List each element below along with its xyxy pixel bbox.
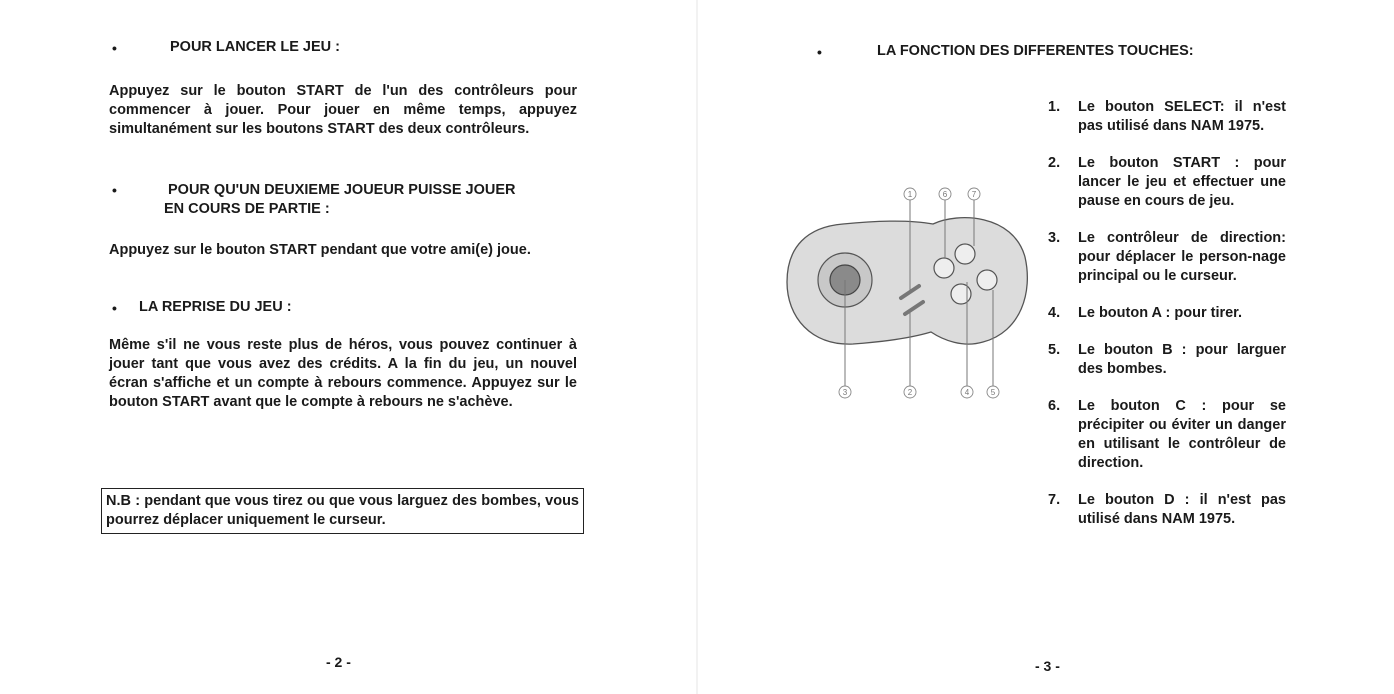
section-heading-keys: LA FONCTION DES DIFFERENTES TOUCHES: [877,43,1194,59]
callout-label-5: 5 [990,388,996,397]
list-item: 1. Le bouton SELECT: il n'est pas utilisé dans NAM 1975. [1048,99,1286,134]
list-item-text: Le bouton SELECT: il n'est pas utilisé dans NAM 1975. [1078,99,1286,134]
list-item-text: Le bouton D : il n'est pas utilisé dans NAM 1975. [1078,492,1286,527]
bullet-icon: • [112,40,117,56]
key-function-list [1040,98,1286,529]
bullet-icon: • [112,182,117,198]
section-heading-start: POUR LANCER LE JEU : [170,39,340,55]
callout-label-1: 1 [907,190,913,199]
button-a [934,258,954,278]
list-item-text: Le bouton B : pour larguer des bombes. [1078,342,1286,377]
callout-label-6: 6 [942,190,948,199]
list-item-text: Le bouton START : pour lancer le jeu et effectuer une pause en cours de jeu. [1078,155,1286,209]
bullet-icon: • [112,300,117,316]
section-heading-second-player-line1: POUR QU'UN DEUXIEME JOUEUR PUISSE JOUER [168,182,516,198]
list-item: 4. Le bouton A : pour tirer. [1048,305,1243,321]
note-box: N.B : pendant que vous tirez ou que vous larguez des bombes, vous pourrez déplacer uniquement le curseur. [101,488,584,534]
page-number-right: - 3 - [1035,658,1060,674]
page-number-left: - 2 - [326,654,351,670]
callout-label-2: 2 [907,388,913,397]
button-c [951,284,971,304]
section-text-second-player: Appuyez sur le bouton START pendant que votre ami(e) joue. [109,242,531,258]
section-heading-second-player-line2: EN COURS DE PARTIE : [164,201,330,217]
list-item: 3. Le contrôleur de direction: pour déplacer le person-nage principal ou le curseur. [1048,230,1286,284]
button-b [955,244,975,264]
callout-label-3: 3 [842,388,848,397]
list-item-text: Le contrôleur de direction: pour déplacer le person-nage principal ou le curseur. [1078,230,1286,284]
section-heading-continue: LA REPRISE DU JEU : [139,299,292,315]
button-d [977,270,997,290]
section-text-start: Appuyez sur le bouton START de l'un des contrôleurs pour commencer à jouer. Pour jouer en même temps, appuyez simultanément sur les boutons START des deux contrôleurs. [109,83,577,137]
list-item-text: Le bouton C : pour se précipiter ou éviter un danger en utilisant le contrôleur de direction. [1078,398,1286,471]
bullet-icon: • [817,44,822,60]
list-item: 7. Le bouton D : il n'est pas utilisé dans NAM 1975. [1048,492,1286,527]
callout-label-4: 4 [964,388,970,397]
list-item: 6. Le bouton C : pour se précipiter ou éviter un danger en utilisant le contrôleur de direction. [1048,398,1286,471]
callout-label-7: 7 [971,190,977,199]
list-item: 5. Le bouton B : pour larguer des bombes. [1048,342,1286,377]
list-item: 2. Le bouton START : pour lancer le jeu et effectuer une pause en cours de jeu. [1048,155,1286,209]
controller-diagram [783,182,1033,402]
list-item-text: Le bouton A : pour tirer. [1078,305,1243,321]
section-text-continue: Même s'il ne vous reste plus de héros, vous pouvez continuer à jouer tant que vous avez des crédits. A la fin du jeu, un nouvel écran s'affiche et un compte à rebours commence. Appuyez sur le bouton START avant que le compte à rebours ne s'achève. [109,337,577,410]
